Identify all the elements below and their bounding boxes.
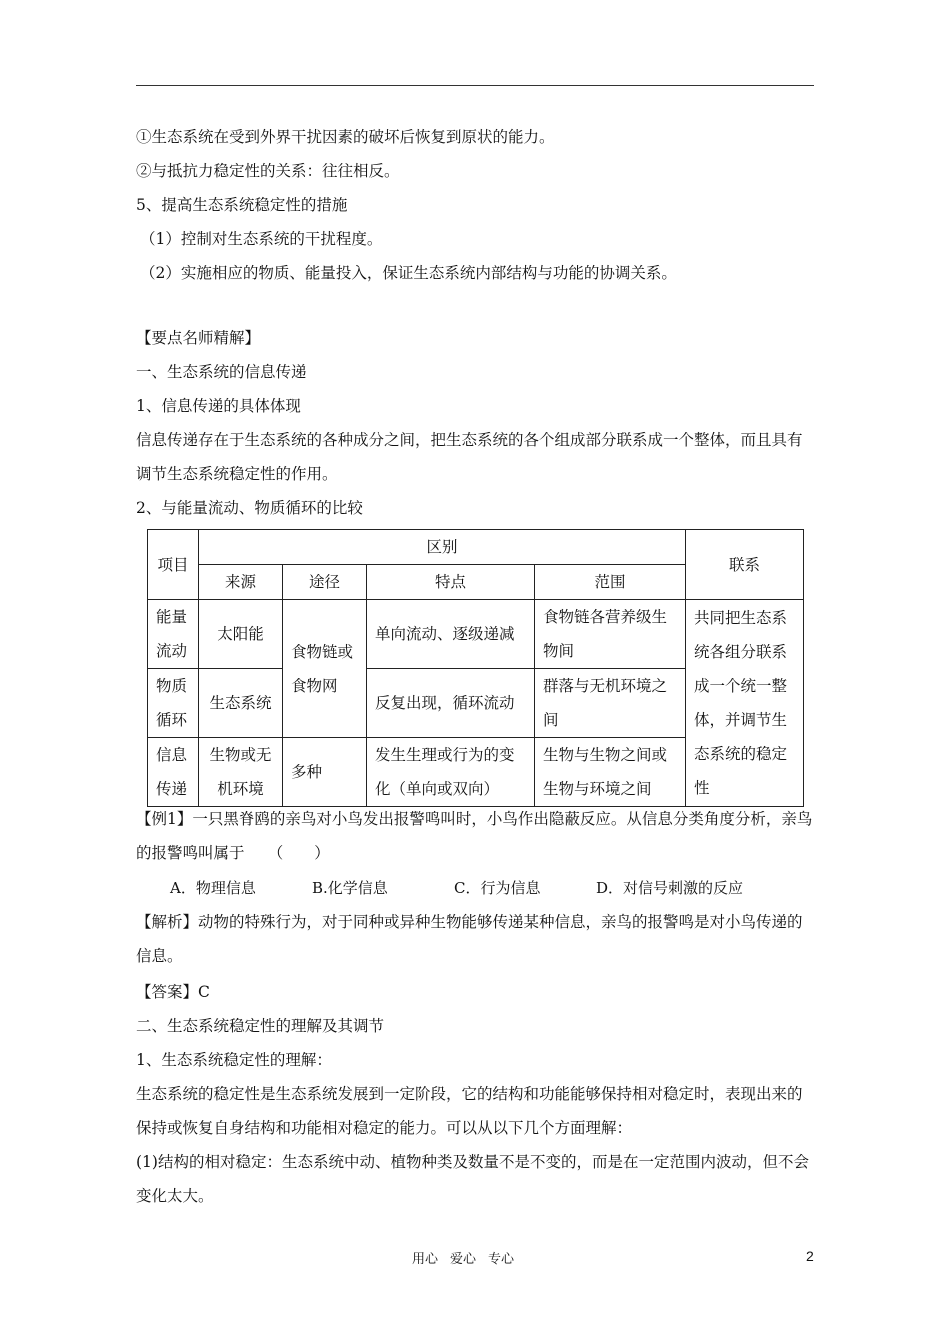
- table-cell: 单向流动、逐级递减: [367, 600, 535, 669]
- section-heading: 【要点名师精解】: [136, 329, 261, 347]
- paragraph: 信息传递存在于生态系统的各种成分之间，把生态系统的各个组成部分联系成一个整体，而且具有调节生态系统稳定性的作用。: [136, 431, 803, 483]
- comparison-table: [147, 529, 804, 807]
- list-item: （1）控制对生态系统的干扰程度。: [140, 230, 383, 248]
- table-cell: 生物或无机环境: [199, 738, 283, 807]
- answer: 【答案】C: [136, 983, 210, 1001]
- section-title-1: 一、生态系统的信息传递: [136, 363, 307, 381]
- table-cell: 太阳能: [199, 600, 283, 669]
- table-cell: 食物链各营养级生物间: [535, 600, 686, 669]
- table-cell: 生态系统: [199, 669, 283, 738]
- example-question: 【例1】一只黑脊鸥的亲鸟对小鸟发出报警鸣叫时，小鸟作出隐蔽反应。从信息分类角度分析，亲鸟的报警鸣叫属于 （ ）: [136, 810, 813, 862]
- page-number: 2: [806, 1248, 814, 1264]
- table-cell: 信息传递: [148, 738, 199, 807]
- option-b: B.化学信息: [312, 879, 388, 897]
- paragraph: 生态系统的稳定性是生态系统发展到一定阶段，它的结构和功能能够保持相对稳定时，表现出来的保持或恢复自身结构和功能相对稳定的能力。可以从以下几个方面理解：: [136, 1085, 803, 1137]
- header-item: 项目: [148, 530, 199, 600]
- table-cell-link: 共同把生态系统各组分联系成一个统一整体，并调节生态系统的稳定性: [686, 600, 804, 807]
- header-link: 联系: [686, 530, 804, 600]
- table-cell: 多种: [283, 738, 367, 807]
- header-feature: 特点: [367, 565, 535, 600]
- subheading: 1、信息传递的具体体现: [136, 397, 301, 415]
- header-path: 途径: [283, 565, 367, 600]
- table-cell: 能量流动: [148, 600, 199, 669]
- table-cell: 食物链或食物网: [283, 600, 367, 738]
- table-cell: 生物与生物之间或生物与环境之间: [535, 738, 686, 807]
- section-title-2: 二、生态系统稳定性的理解及其调节: [136, 1017, 385, 1035]
- table-cell: 反复出现，循环流动: [367, 669, 535, 738]
- text-line: ①生态系统在受到外界干扰因素的破坏后恢复到原状的能力。: [136, 128, 555, 146]
- option-a: A．物理信息: [170, 879, 256, 897]
- header-diff: 区别: [199, 530, 686, 565]
- list-item: （2）实施相应的物质、能量投入，保证生态系统内部结构与功能的协调关系。: [140, 264, 677, 282]
- header-source: 来源: [199, 565, 283, 600]
- subheading: 1、生态系统稳定性的理解：: [136, 1051, 332, 1069]
- footer-text: 专心: [488, 1252, 515, 1267]
- table-cell: 物质循环: [148, 669, 199, 738]
- header-rule: [136, 85, 814, 86]
- option-c: C．行为信息: [454, 879, 541, 897]
- header-range: 范围: [535, 565, 686, 600]
- option-d: D．对信号刺激的反应: [596, 879, 744, 897]
- subheading: 2、与能量流动、物质循环的比较: [136, 499, 363, 517]
- footer-text: 爱心: [450, 1252, 477, 1267]
- table-cell: 发生生理或行为的变化（单向或双向）: [367, 738, 535, 807]
- text-line: ②与抵抗力稳定性的关系：往往相反。: [136, 162, 400, 180]
- footer-text: 用心: [412, 1252, 439, 1267]
- table-cell: 群落与无机环境之间: [535, 669, 686, 738]
- paragraph: (1)结构的相对稳定：生态系统中动、植物种类及数量不是不变的，而是在一定范围内波动，但不会变化太大。: [136, 1153, 809, 1205]
- analysis: 【解析】动物的特殊行为，对于同种或异种生物能够传递某种信息，亲鸟的报警鸣是对小鸟传递的信息。: [136, 913, 803, 965]
- heading-5: 5、提高生态系统稳定性的措施: [136, 196, 348, 214]
